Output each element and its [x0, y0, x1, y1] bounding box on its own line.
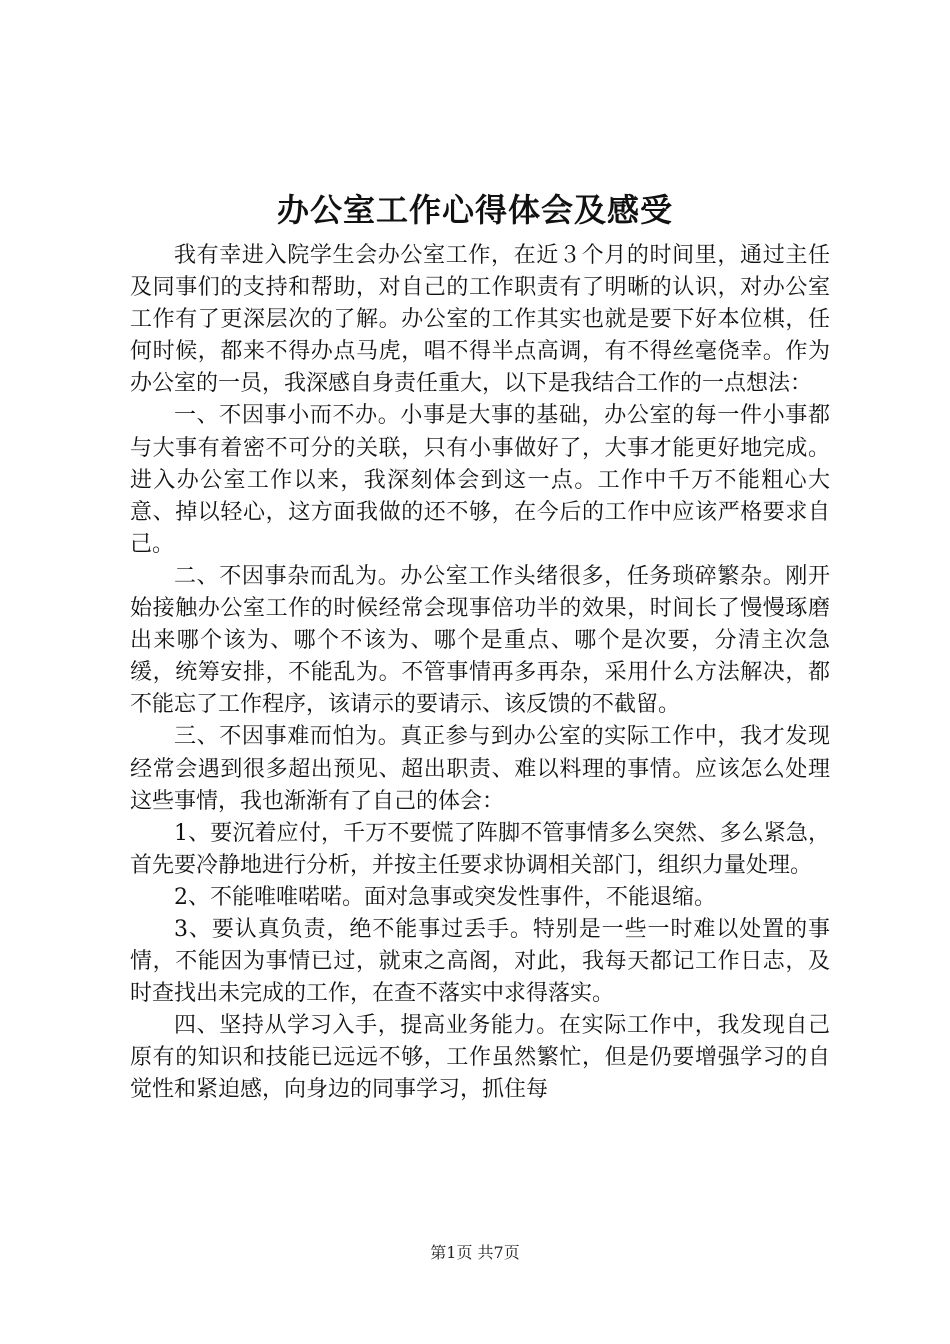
- paragraph-subitem-2: 2、不能唯唯喏喏。面对急事或突发性事件，不能退缩。: [174, 884, 716, 910]
- paragraph-point-4: 四、坚持从学习入手，提高业务能力。在实际工作中，我发现自己原有的知识和技能已远远不够，工作虽然繁忙，但是仍要增强学习的自觉性和紧迫感，向身边的同事学习，抓住每: [130, 1013, 830, 1103]
- paragraph-intro: 我有幸进入院学生会办公室工作，在近３个月的时间里，通过主任及同事们的支持和帮助，对自己的工作职责有了明晰的认识，对办公室工作有了更深层次的了解。办公室的工作其实也就是要下好本位棋，任何时候，都来不得办点马虎，唱不得半点高调，有不得丝毫侥幸。作为办公室的一员，我深感自身责任重大，以下是我结合工作的一点想法：: [130, 243, 830, 397]
- paragraph-point-1: 一、不因事小而不办。小事是大事的基础，办公室的每一件小事都与大事有着密不可分的关联，只有小事做好了，大事才能更好地完成。进入办公室工作以来，我深刻体会到这一点。工作中千万不能粗心大意、掉以轻心，这方面我做的还不够，在今后的工作中应该严格要求自己。: [130, 403, 830, 557]
- paragraph-subitem-3: 3、要认真负责，绝不能事过丢手。特别是一些一时难以处置的事情，不能因为事情已过，就束之高阁，对此，我每天都记工作日志，及时查找出未完成的工作，在查不落实中求得落实。: [130, 916, 830, 1007]
- page-footer: 第1页 共7页: [430, 1243, 520, 1262]
- paragraph-point-2: 二、不因事杂而乱为。办公室工作头绪很多，任务琐碎繁杂。刚开始接触办公室工作的时候经常会现事倍功半的效果，时间长了慢慢琢磨出来哪个该为、哪个不该为、哪个是重点、哪个是次要，分清主次急缓，统筹安排，不能乱为。不管事情再多再杂，采用什么方法解决，都不能忘了工作程序，该请示的要请示、该反馈的不截留。: [130, 563, 830, 718]
- paragraph-subitem-1: 1、要沉着应付，千万不要慌了阵脚不管事情多么突然、多么紧急，首先要冷静地进行分析，并按主任要求协调相关部门，组织力量处理。: [130, 820, 830, 878]
- document-body: [130, 240, 830, 1107]
- paragraph-point-3: 三、不因事难而怕为。真正参与到办公室的实际工作中，我才发现经常会遇到很多超出预见、超出职责、难以料理的事情。应该怎么处理这些事情，我也渐渐有了自己的体会：: [130, 724, 830, 814]
- document-title: 办公室工作心得体会及感受: [276, 191, 673, 229]
